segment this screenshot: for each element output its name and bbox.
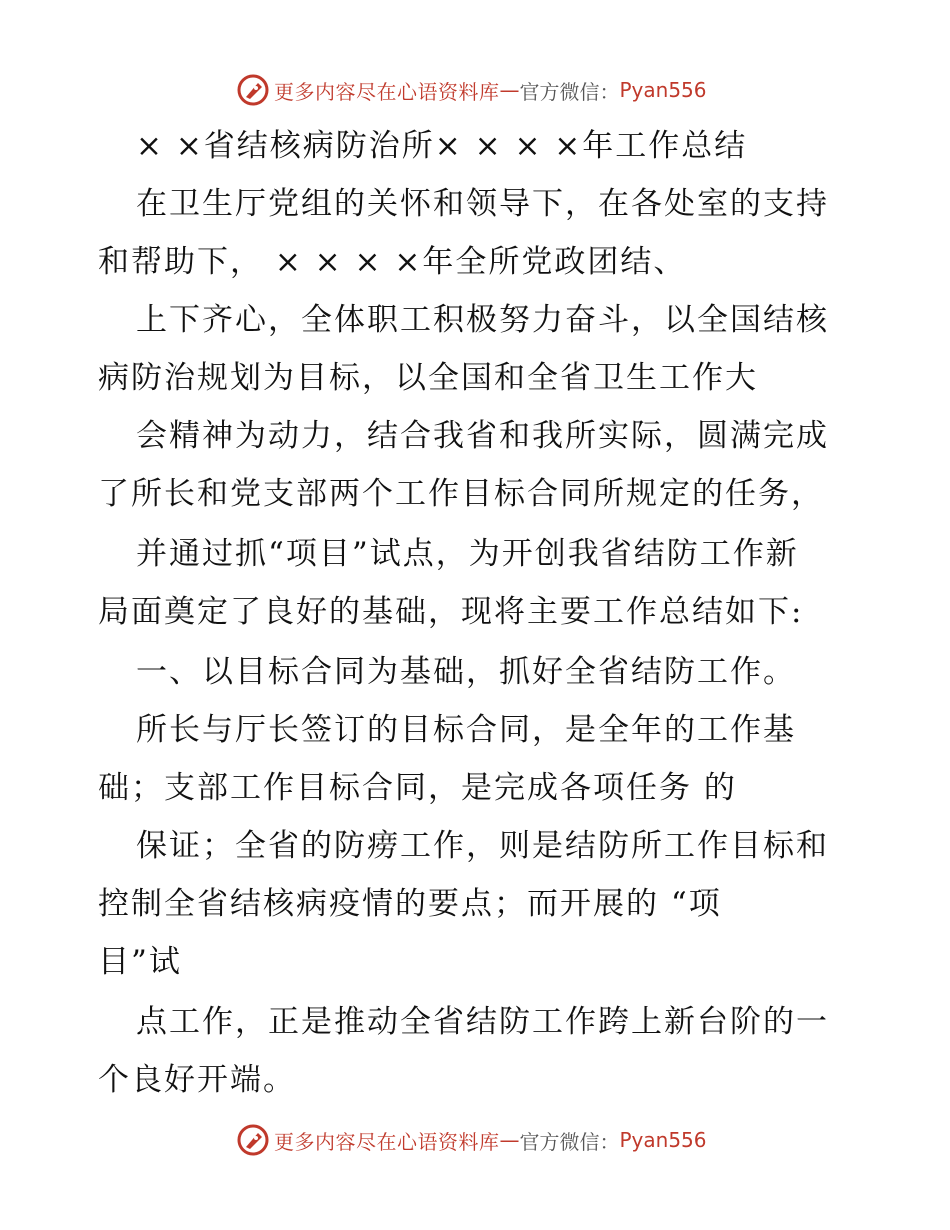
- pen-nib-circle-icon: [236, 1123, 270, 1157]
- watermark-label: 官方微信：: [519, 1129, 620, 1154]
- paragraph-line: 上下齐心，全体职工积极努力奋斗，以全国结核: [136, 302, 829, 338]
- section-heading: 一、以目标合同为基础，抓好全省结防工作。: [136, 654, 796, 690]
- watermark-dash: —: [499, 78, 520, 102]
- paragraph-line: 并通过抓“项目”试点，为开创我省结防工作新: [136, 536, 799, 572]
- watermark-dash: —: [499, 1128, 520, 1152]
- header-watermark: [236, 72, 707, 108]
- document-title: × ×省结核病防治所× × × ×年工作总结: [136, 128, 748, 164]
- watermark-label: 官方微信：: [519, 79, 620, 104]
- watermark-id: Pyan556: [619, 1128, 707, 1152]
- paragraph-line: 局面奠定了良好的基础，现将主要工作总结如下:: [98, 594, 804, 630]
- paragraph-line: 础；支部工作目标合同，是完成各项任务 的: [98, 770, 737, 806]
- watermark-text: 更多内容尽在心语资料库: [274, 79, 500, 104]
- paragraph-line: 点工作，正是推动全省结防工作跨上新台阶的一: [136, 1004, 829, 1040]
- paragraph-line: 控制全省结核病疫情的要点；而开展的 “项: [98, 886, 722, 922]
- paragraph-line: 个良好开端。: [98, 1062, 296, 1098]
- watermark-id: Pyan556: [619, 78, 707, 102]
- watermark-text: 更多内容尽在心语资料库: [274, 1129, 500, 1154]
- paragraph-line: 会精神为动力，结合我省和我所实际，圆满完成: [136, 418, 829, 454]
- pen-nib-circle-icon: [236, 73, 270, 107]
- paragraph-line: 在卫生厅党组的关怀和领导下，在各处室的支持: [136, 186, 829, 222]
- paragraph-line: 了所长和党支部两个工作目标合同所规定的任务，: [98, 476, 824, 512]
- footer-watermark: [236, 1122, 707, 1158]
- paragraph-line: 所长与厅长签订的目标合同，是全年的工作基: [136, 712, 796, 748]
- paragraph-line: 和帮助下， × × × ×年全所党政团结、: [98, 244, 687, 280]
- paragraph-line: 目”试: [98, 944, 182, 980]
- paragraph-line: 保证；全省的防痨工作，则是结防所工作目标和: [136, 828, 829, 864]
- paragraph-line: 病防治规划为目标，以全国和全省卫生工作大: [98, 360, 758, 396]
